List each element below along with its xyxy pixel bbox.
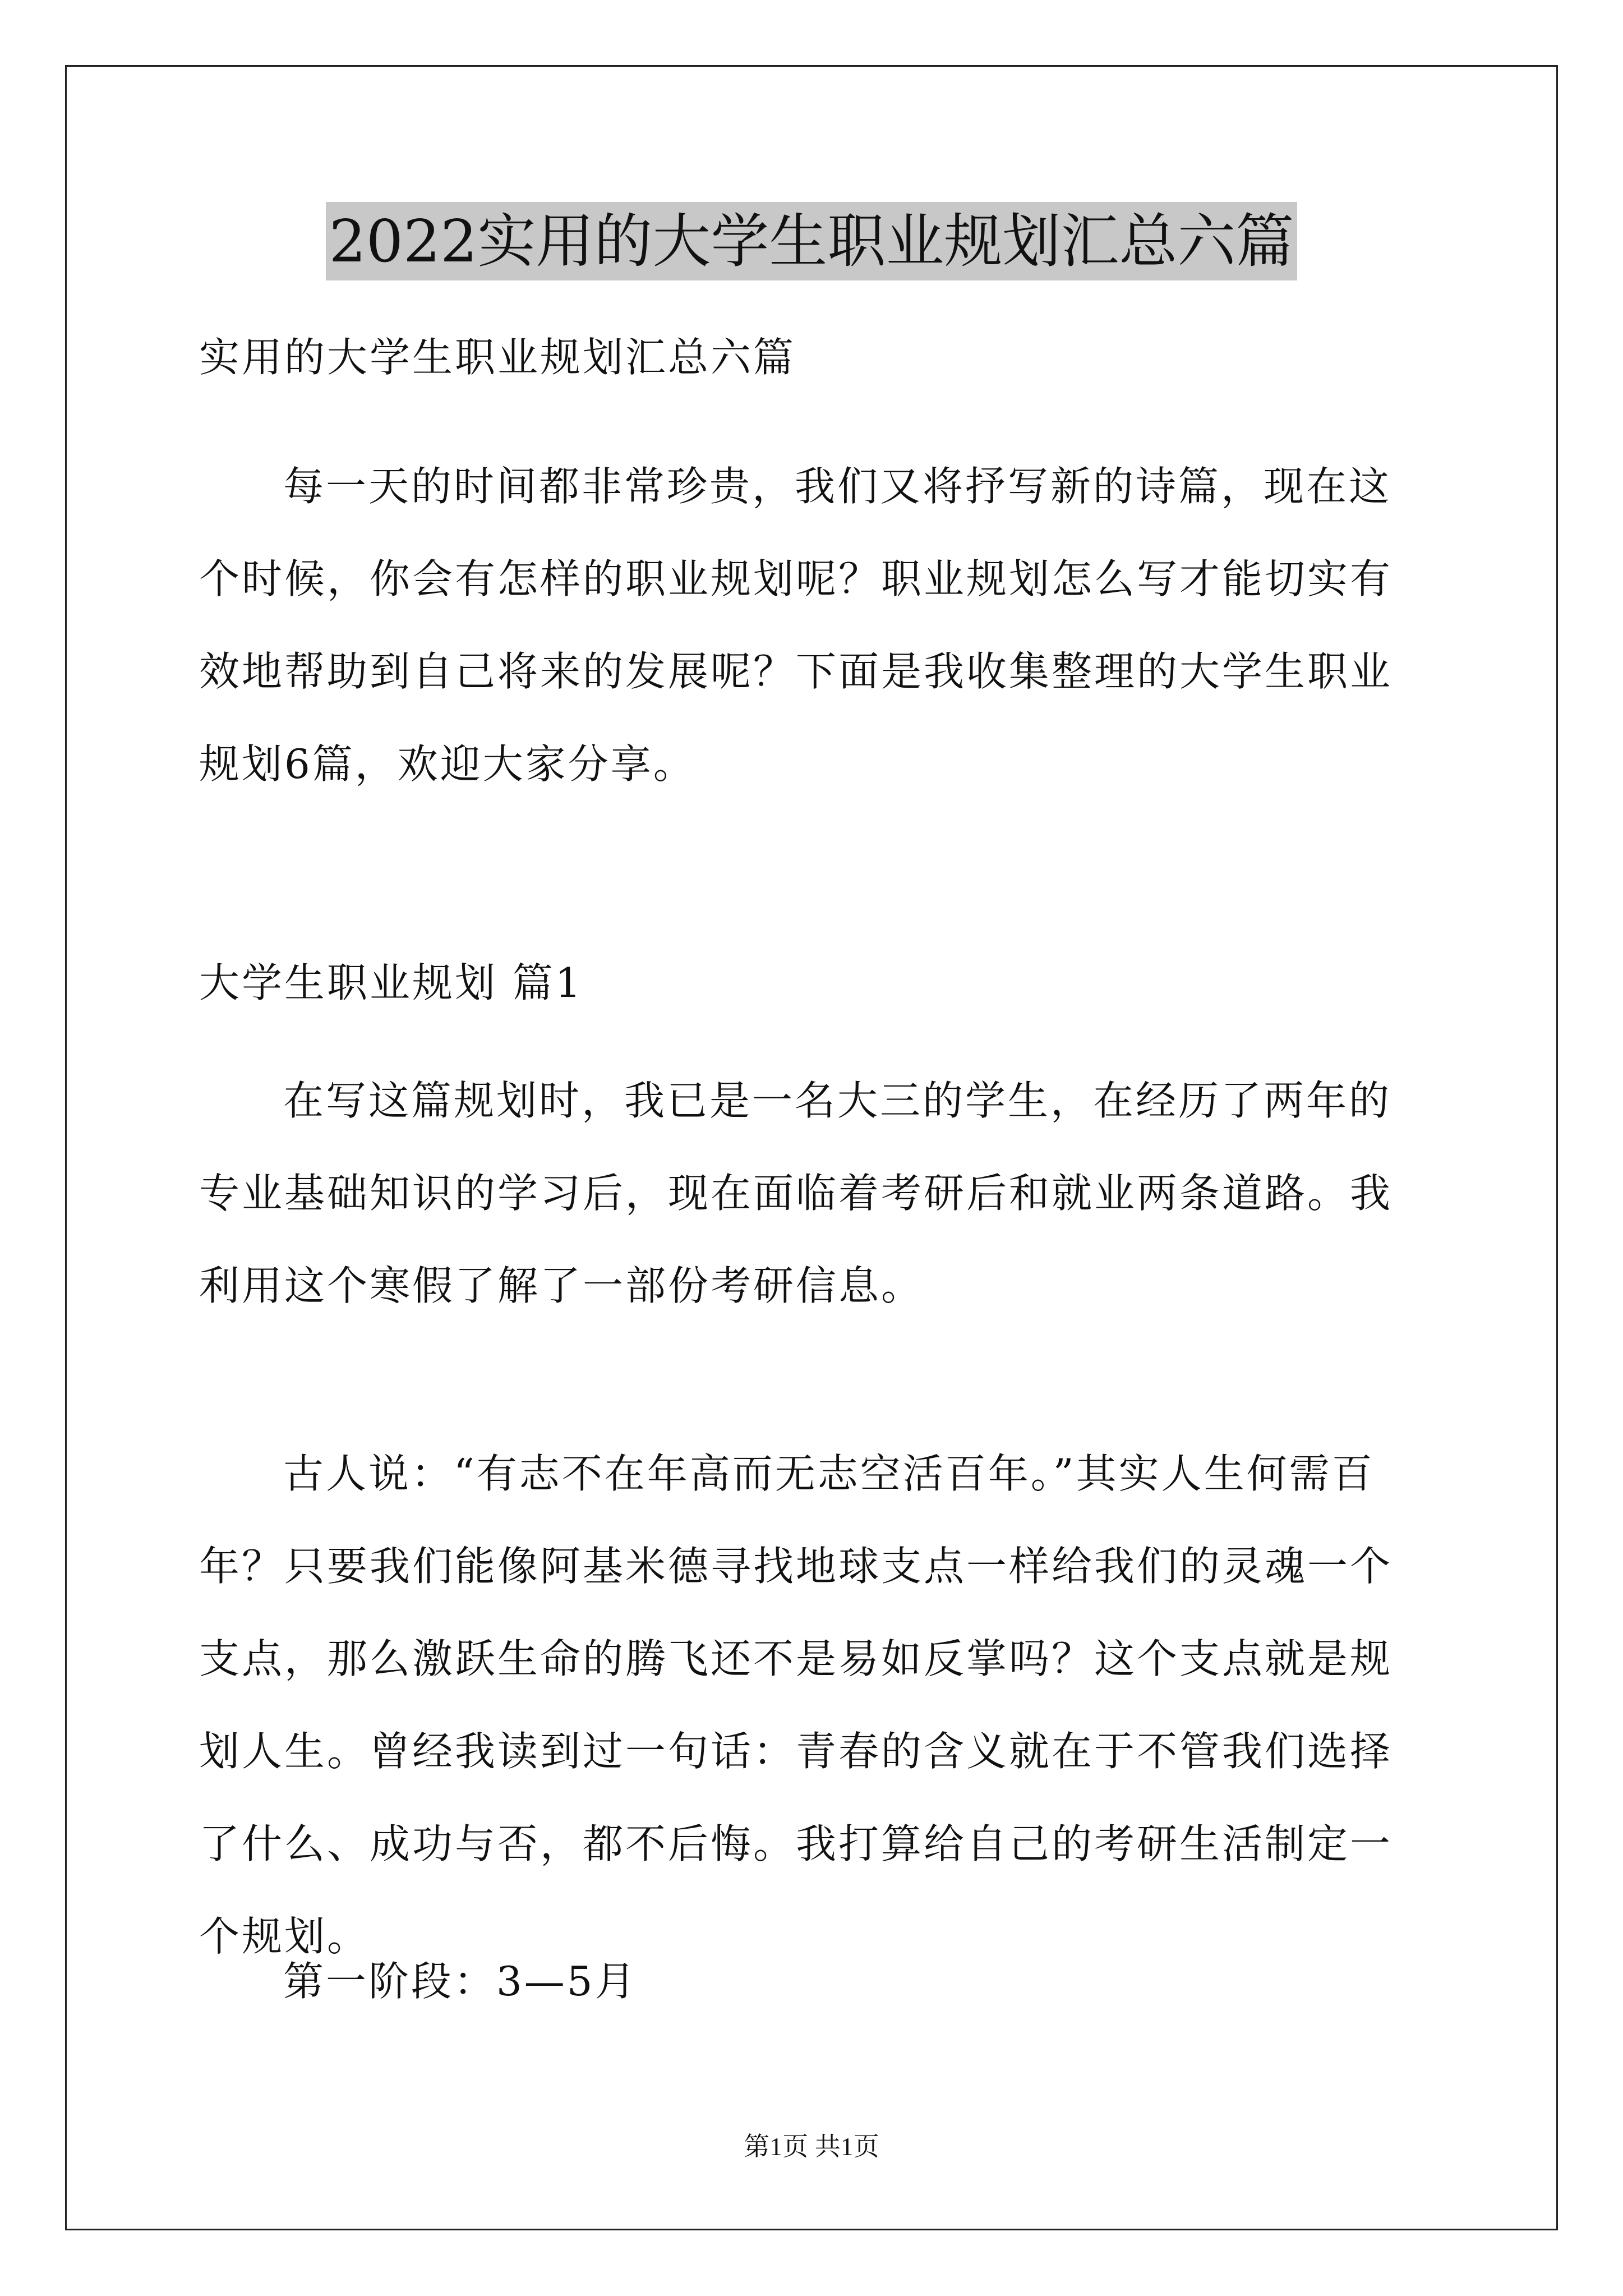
page-footer: 第1页 共1页: [744, 2132, 879, 2161]
section-heading: 大学生职业规划 篇1: [199, 959, 583, 1006]
stage-line: 第一阶段：3—5月: [283, 1958, 638, 2005]
intro-paragraph: 每一天的时间都非常珍贵，我们又将抒写新的诗篇，现在这个时候，你会有怎样的职业规划呢？职业规划怎么写才能切实有效地帮助到自己将来的发展呢？下面是我收集整理的大学生职业规划6篇，欢迎大家分享。: [199, 463, 1393, 788]
document-title: 2022实用的大学生职业规划汇总六篇: [326, 202, 1298, 280]
body-paragraph-1: 在写这篇规划时，我已是一名大三的学生，在经历了两年的专业基础知识的学习后，现在面临着考研后和就业两条道路。我利用这个寒假了解了一部份考研信息。: [199, 1077, 1393, 1309]
body-paragraph-2: 古人说：“有志不在年高而无志空活百年。”其实人生何需百年？只要我们能像阿基米德寻找地球支点一样给我们的灵魂一个支点，那么激跃生命的腾飞还不是易如反掌吗？这个支点就是规划人生。曾经我读到过一句话：青春的含义就在于不管我们选择了什么、成功与否，都不后悔。我打算给自己的考研生活制定一个规划。: [199, 1450, 1393, 1960]
title-container: [0, 202, 1623, 280]
document-subtitle: 实用的大学生职业规划汇总六篇: [199, 334, 796, 381]
